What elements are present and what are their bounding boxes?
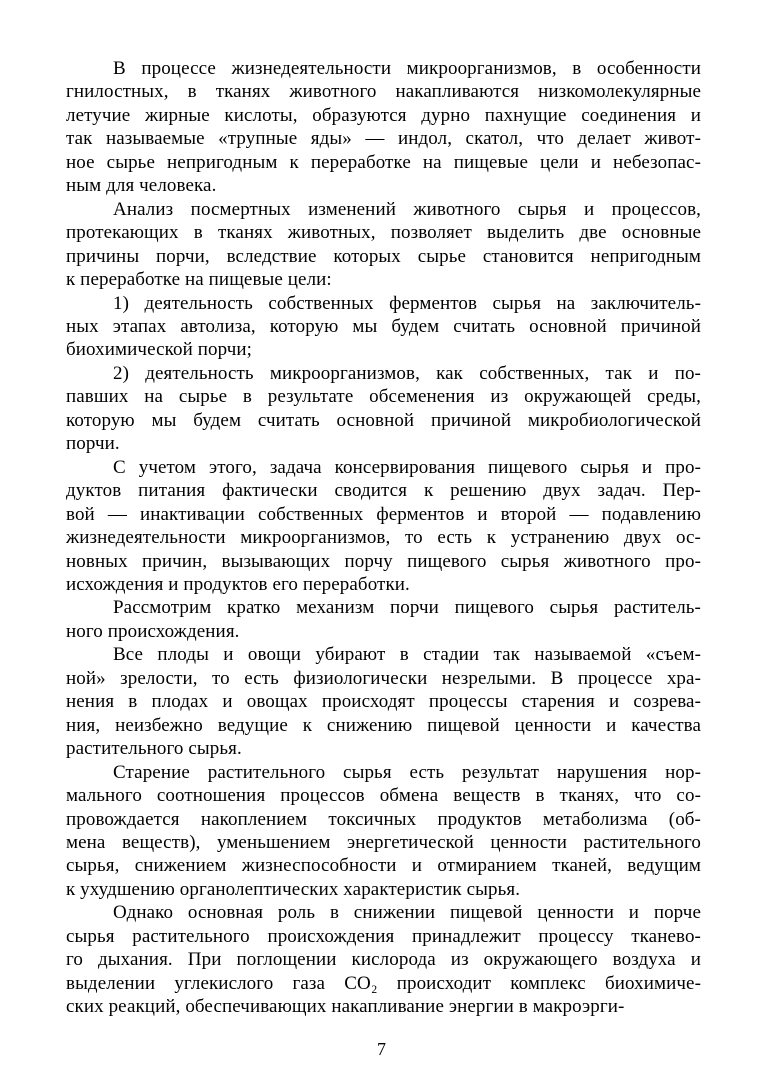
text-line: ное сырье непригодным к переработке на пищевые цели и небезопас- [66, 151, 701, 173]
text-line: Анализ посмертных изменений животного сырья и процессов, [113, 198, 701, 220]
text-line: мена веществ), уменьшением энергетической ценности растительного [66, 831, 701, 853]
text-line: Все плоды и овощи убирают в стадии так называемой «съем- [113, 644, 701, 666]
text-line: павших на сырье в результате обсеменения из окружающей среды, [66, 386, 701, 408]
text-line: летучие жирные кислоты, образуются дурно пахнущие соединения и [66, 104, 701, 126]
paragraph [66, 198, 701, 292]
paragraph [66, 596, 701, 643]
text-line: нения в плодах и овощах происходят процессы старения и созрева- [66, 691, 701, 713]
text-line: к переработке на пищевые цели: [66, 269, 332, 291]
paragraph [66, 57, 701, 198]
text-line: мального соотношения процессов обмена веществ в тканях, что со- [66, 785, 701, 807]
text-line: к ухудшению органолептических характеристик сырья. [66, 878, 521, 900]
text-line: вой — инактивации собственных ферментов и второй — подавлению [66, 503, 701, 525]
text-line: дуктов питания фактически сводится к решению двух задач. Пер- [66, 480, 701, 502]
paragraph [66, 456, 701, 597]
paragraph [66, 643, 701, 760]
text-line: порчи. [66, 433, 120, 455]
paragraph [66, 901, 701, 1018]
text-line: провождается накоплением токсичных продуктов метаболизма (об- [66, 808, 701, 830]
text-line: протекающих в тканях животных, позволяет выделить две основные [66, 222, 701, 244]
text-line: ских реакций, обеспечивающих накапливание энергии в макроэрги- [66, 996, 625, 1018]
paragraph [66, 362, 701, 456]
text-line: биохимической порчи; [66, 339, 252, 361]
text-line: 1) деятельность собственных ферментов сырья на заключитель- [113, 292, 701, 314]
paragraph [66, 761, 701, 902]
text-line: ных этапах автолиза, которую мы будем считать основной причиной [66, 315, 701, 337]
text-line: С учетом этого, задача консервирования пищевого сырья и про- [113, 456, 701, 478]
text-line: ной» зрелости, то есть физиологически незрелыми. В процессе хра- [66, 667, 701, 689]
text-line: растительного сырья. [66, 738, 242, 760]
text-line: так называемые «трупные яды» — индол, скатол, что делает живот- [66, 128, 701, 150]
page-body [66, 57, 701, 1019]
text-line: Старение растительного сырья есть результат нарушения нор- [113, 761, 701, 783]
text-line: причины порчи, вследствие которых сырье становится непригодным [66, 245, 701, 267]
text-line: которую мы будем считать основной причиной микробиологической [66, 409, 701, 431]
text-line: ного происхождения. [66, 620, 240, 642]
text-line: ния, неизбежно ведущие к снижению пищевой ценности и качества [66, 714, 701, 736]
page-number: 7 [377, 1039, 386, 1059]
text-line: го дыхания. При поглощении кислорода из окружающего воздуха и [66, 949, 701, 971]
text-line: Однако основная роль в снижении пищевой ценности и порче [113, 902, 701, 924]
text-line: исхождения и продуктов его переработки. [66, 573, 410, 595]
text-line: В процессе жизнедеятельности микроорганизмов, в особенности [113, 58, 701, 79]
text-line: новных причин, вызывающих порчу пищевого сырья животного про- [66, 550, 701, 572]
paragraph [66, 292, 701, 362]
text-line: сырья растительного происхождения принадлежит процессу тканево- [66, 925, 701, 947]
text-line: выделении углекислого газа CO₂ происходит комплекс биохимиче- [66, 972, 701, 994]
text-line: жизнедеятельности микроорганизмов, то есть к устранению двух ос- [66, 527, 701, 549]
page-footer [0, 1038, 763, 1060]
text-line: гнилостных, в тканях животного накапливаются низкомолекулярные [66, 81, 701, 103]
text-line: Рассмотрим кратко механизм порчи пищевого сырья раститель- [113, 597, 701, 619]
text-line: ным для человека. [66, 175, 217, 197]
text-line: 2) деятельность микроорганизмов, как собственных, так и по- [113, 362, 701, 384]
text-line: сырья, снижением жизнеспособности и отмиранием тканей, ведущим [66, 855, 701, 877]
